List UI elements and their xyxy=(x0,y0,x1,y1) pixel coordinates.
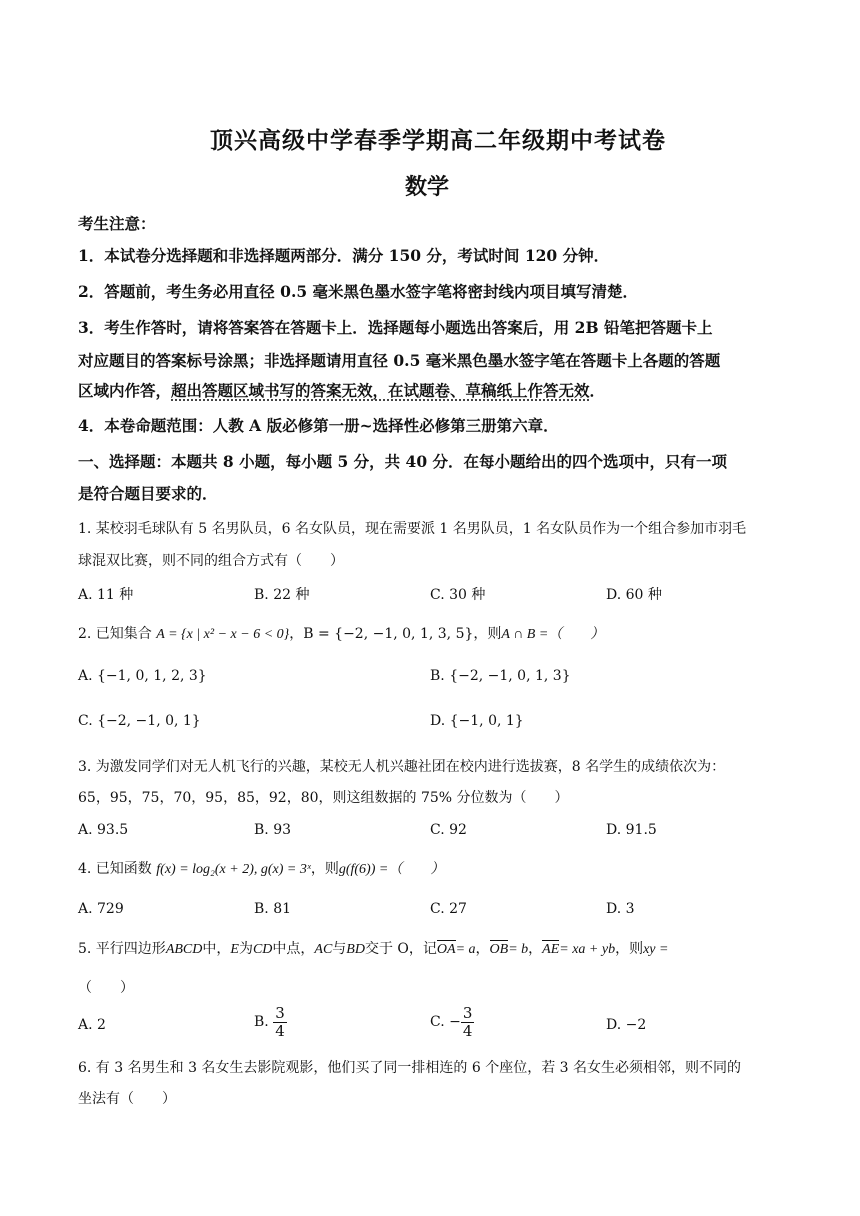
question-2-option-b: B. {−2, −1, 0, 1, 3} xyxy=(430,668,571,684)
section-1-heading-line-1: 一、选择题：本题共 8 小题，每小题 5 分，共 40 分．在每小题给出的四个选项中，只有一项 xyxy=(78,452,728,471)
question-4-ask: g(f(6)) =（ ） xyxy=(338,862,445,877)
question-1-line-2: 球混双比赛，则不同的组合方式有（ ） xyxy=(78,553,344,569)
question-4-stem xyxy=(78,858,444,878)
question-4-mid: ，则 xyxy=(310,861,339,877)
question-5-ac: AC xyxy=(314,942,333,957)
question-5-option-c-fraction xyxy=(461,1005,475,1039)
question-5-e: E xyxy=(230,942,239,957)
question-5-text-f: 交于 O，记 xyxy=(364,941,437,957)
question-3-option-c: C. 92 xyxy=(430,822,467,838)
question-2-stem xyxy=(78,623,604,643)
question-6-line-2: 坐法有（ ） xyxy=(78,1091,176,1107)
fraction-denominator: 4 xyxy=(462,1021,473,1040)
notice-item-3-line-3 xyxy=(78,379,605,401)
notice-text: 区域内作答， xyxy=(78,381,172,400)
question-1-option-c: C. 30 种 xyxy=(430,587,486,603)
notice-item-3-line-2: 对应题目的答案标号涂黑；非选择题请用直径 0.5 毫米黑色墨水签字笔在答题卡上各题的答题 xyxy=(78,351,721,370)
question-2-set-a: A = {x | x² − x − 6 < 0} xyxy=(156,627,290,642)
question-5-sep: ， xyxy=(475,941,490,957)
question-1-option-a: A. 11 种 xyxy=(78,587,134,603)
question-5-line-1 xyxy=(78,938,668,958)
question-5-vector-oa: OA xyxy=(436,942,456,957)
question-4-prefix: 4. 已知函数 xyxy=(78,861,152,877)
question-5-option-c xyxy=(430,1005,474,1039)
notice-item-3-line-1: 3．考生作答时，请将答案答在答题卡上．选择题每小题选出答案后，用 2B 铅笔把答题卡上 xyxy=(78,318,713,337)
question-5-vector-ob: OB xyxy=(489,942,509,957)
notice-item-1: 1．本试卷分选择题和非选择题两部分．满分 150 分，考试时间 120 分钟． xyxy=(78,246,610,265)
question-3-line-1: 3. 为激发同学们对无人机飞行的兴趣，某校无人机兴趣社团在校内进行选拔赛，8 名学生的成绩依次为： xyxy=(78,759,726,775)
section-1-heading-line-2: 是符合题目要求的． xyxy=(78,484,218,503)
fraction-numerator: 3 xyxy=(462,1004,473,1022)
question-6-line-1: 6. 有 3 名男生和 3 名女生去影院观影，他们买了同一排相连的 6 个座位，若 3 名女生必须相邻，则不同的 xyxy=(78,1060,742,1076)
question-2-prefix: 2. 已知集合 xyxy=(78,626,152,642)
question-5-option-b-label: B. xyxy=(254,1014,269,1030)
question-5-text-g: ，则 xyxy=(615,941,644,957)
question-1-line-1: 1. 某校羽毛球队有 5 名男队员，6 名女队员，现在需要派 1 名男队员，1 名女队员作为一个组合参加市羽毛 xyxy=(78,521,747,537)
question-5-eq-a: = a xyxy=(455,942,476,957)
notice-item-2: 2．答题前，考生务必用直径 0.5 毫米黑色墨水签字笔将密封线内项目填写清楚． xyxy=(78,282,639,301)
question-5-option-b-fraction xyxy=(273,1005,287,1039)
question-5-vector-ae: AE xyxy=(542,942,560,957)
question-5-text-a: 5. 平行四边形 xyxy=(78,941,166,957)
question-5-option-a: A. 2 xyxy=(78,1017,106,1033)
notice-item-4: 4．本卷命题范围：人教 A 版必修第一册~选择性必修第三册第六章． xyxy=(78,416,559,435)
question-5-option-b xyxy=(254,1005,287,1039)
fraction-numerator: 3 xyxy=(275,1004,285,1022)
notice-heading: 考生注意： xyxy=(78,214,156,233)
question-3-option-d: D. 91.5 xyxy=(606,822,657,838)
question-5-xy: xy = xyxy=(643,942,669,957)
question-4-option-a: A. 729 xyxy=(78,901,124,917)
subject-title: 数学 xyxy=(405,174,450,200)
question-5-option-c-label: C. − xyxy=(430,1014,461,1030)
question-5-text-e: 与 xyxy=(332,941,347,957)
question-1-option-d: D. 60 种 xyxy=(606,587,662,603)
notice-text-end: ． xyxy=(589,381,606,400)
question-5-text-d: 中点， xyxy=(272,941,315,957)
question-3-option-a: A. 93.5 xyxy=(78,822,129,838)
question-2-option-c: C. {−2, −1, 0, 1} xyxy=(78,713,201,729)
question-4-functions: f(x) = log₂(x + 2), g(x) = 3ˣ xyxy=(156,862,311,877)
question-4-option-d: D. 3 xyxy=(606,901,635,917)
question-2-set-b: ，B = {−2, −1, 0, 1, 3, 5}，则 xyxy=(289,626,502,642)
question-2-option-a: A. {−1, 0, 1, 2, 3} xyxy=(78,668,207,684)
question-5-sep-2: ， xyxy=(528,941,543,957)
question-5-eq-ae: = xa + yb xyxy=(559,942,616,957)
question-2-option-d: D. {−1, 0, 1} xyxy=(430,713,524,729)
notice-emphasis: 超出答题区域书写的答案无效，在试题卷、草稿纸上作答无效 xyxy=(171,381,590,400)
question-5-cd: CD xyxy=(252,942,273,957)
question-2-ask: A ∩ B =（ ） xyxy=(501,627,605,642)
question-5-option-d: D. −2 xyxy=(606,1017,647,1033)
question-1-option-b: B. 22 种 xyxy=(254,587,310,603)
question-5-abcd: ABCD xyxy=(165,942,203,957)
question-3-line-2: 65，95，75，70，95，85，92，80，则这组数据的 75% 分位数为（ ） xyxy=(78,790,569,806)
question-5-text-b: 中， xyxy=(202,941,231,957)
question-4-option-b: B. 81 xyxy=(254,901,292,917)
question-3-option-b: B. 93 xyxy=(254,822,292,838)
fraction-denominator: 4 xyxy=(275,1021,285,1040)
question-5-eq-b: = b xyxy=(508,942,529,957)
question-4-option-c: C. 27 xyxy=(430,901,467,917)
question-5-bd: BD xyxy=(346,942,365,957)
question-5-line-2: （ ） xyxy=(78,980,134,996)
exam-title: 顶兴高级中学春季学期高二年级期中考试卷 xyxy=(210,127,666,154)
question-5-text-c: 为 xyxy=(238,941,253,957)
